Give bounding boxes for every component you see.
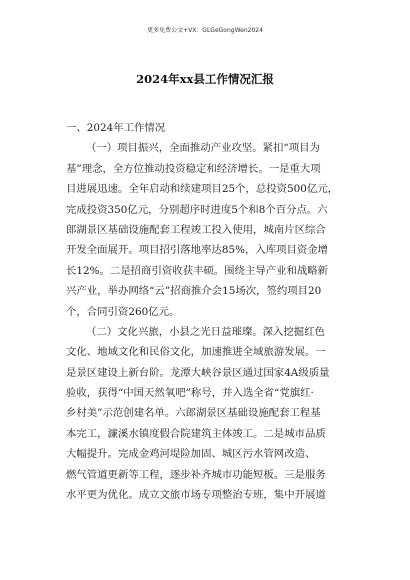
paragraph-1-line: 目进展迅速。全年启动和续建项目25个，总投资500亿元，	[66, 183, 339, 196]
document-body	[66, 118, 346, 505]
paragraph-2-line: 燃气管道更新等工程，逐步补齐城市功能短板。三是服务	[66, 468, 326, 481]
paragraph-2-line: 验收，获得“中国天然氧吧”称号，并入选全省“党旗红·	[66, 387, 314, 400]
paragraph-2-line: 是景区建设上新台阶。龙潭大峡谷景区通过国家4A级质量	[66, 366, 330, 379]
paragraph-2-line: 大幅提升。完成金鸡河堤险加固、城区污水管网改造、	[66, 448, 316, 461]
paragraph-1-line: （一）项目振兴，全面推动产业攻坚。紧扣“项目为	[86, 142, 320, 155]
paragraph-1-line: 个，合同引资260亿元。	[66, 305, 180, 318]
section-heading: 一、2024年工作情况	[66, 122, 166, 134]
document-title: 2024年xx县工作情况汇报	[136, 72, 274, 86]
paragraph-2-line: 水平更为优化。成立文旅市场专项整治专班，集中开展道	[66, 489, 326, 502]
paragraph-1-line: 兴产业，举办网络“云”招商推介会15场次，签约项目20	[66, 285, 322, 298]
paragraph-1-line: 基”理念，全方位推动投资稳定和经济增长。一是重大项	[66, 162, 321, 175]
paragraph-2-line: 本完工，濂溪水镇度假合院建筑主体竣工。二是城市品质	[66, 427, 326, 440]
paragraph-2-line: 文化、地域文化和民俗文化，加速推进全域旅游发展。一	[66, 346, 326, 359]
paragraph-2-line: （二）文化兴旅，小县之光日益璀璨。深入挖掘红色	[86, 325, 325, 338]
paragraph-1-line: 开发全面展开。项目招引落地率达85%，入库项目资金增	[66, 244, 329, 257]
paragraph-1-line: 长12%。二是招商引资收获丰硕。围绕主导产业和战略新	[66, 264, 329, 277]
header-note: 更多免费公文+VX：GLGeGongWen2024	[147, 27, 263, 34]
paragraph-1-line: 郎湖景区基础设施配套工程竣工投入使用，城南片区综合	[66, 223, 326, 236]
paragraph-2-line: 乡村美”示范创建名单。六郎湖景区基础设施配套工程基	[66, 407, 321, 420]
paragraph-1-line: 完成投资350亿元，分别超序时进度5个和8个百分点。六	[66, 203, 328, 216]
